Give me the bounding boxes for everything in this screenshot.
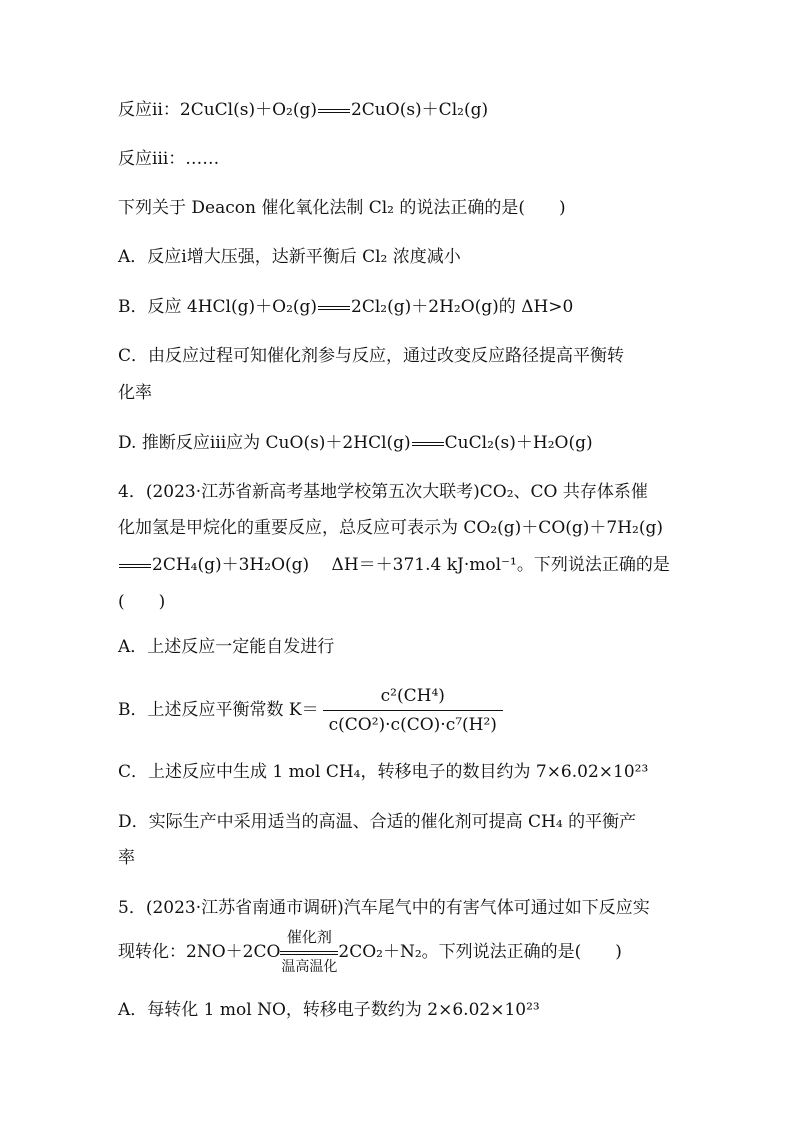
fraction-denominator: c(CO²)·c(CO)·c⁷(H²) <box>328 715 497 735</box>
question-4-stem-line3 <box>118 553 670 577</box>
equilibrium-arrow <box>318 303 350 313</box>
equilibrium-arrow <box>119 561 151 571</box>
question-4-stem-line1: 4．(2023·江苏省新高考基地学校第五次大联考)CO₂、CO 共存体系催 <box>118 482 648 502</box>
equilibrium-constant-fraction <box>323 684 503 737</box>
question-4-stem-line2: 化加氢是甲烷化的重要反应，总反应可表示为 CO₂(g)＋CO(g)＋7H₂(g) <box>118 518 664 538</box>
option-a-3: A．反应ⅰ增大压强，达新平衡后 Cl₂ 浓度减小 <box>118 247 461 267</box>
question-3-stem: 下列关于 Deacon 催化氧化法制 Cl₂ 的说法正确的是( ) <box>118 198 566 218</box>
condition-label: 温高温化 <box>281 958 338 975</box>
reaction-iii-line: 反应ⅲ：…… <box>118 149 220 169</box>
option-d-3-left: D. 推断反应ⅲ应为 CuO(s)＋2HCl(g) <box>118 433 411 453</box>
option-b-4-label: B．上述反应平衡常数 K＝ <box>118 700 319 720</box>
option-a-5: A．每转化 1 mol NO，转移电子数约为 2×6.02×10²³ <box>118 1000 540 1020</box>
question-4-bracket: ( ) <box>118 592 166 612</box>
catalyst-arrow <box>280 927 338 975</box>
reaction-ii-line <box>118 98 488 122</box>
reaction-ii-left: 反应ⅱ：2CuCl(s)＋O₂(g) <box>118 100 317 120</box>
question-4-products: 2CH₄(g)＋3H₂O(g) ΔH＝＋371.4 kJ·mol⁻¹。下列说法正确的是 <box>152 555 670 575</box>
question-5-stem-line1: 5．(2023·江苏省南通市调研)汽车尾气中的有害气体可通过如下反应实 <box>118 898 650 918</box>
option-d-4-line2: 率 <box>118 848 135 868</box>
option-c-4: C．上述反应中生成 1 mol CH₄，转移电子的数目约为 7×6.02×10²³ <box>118 762 649 782</box>
option-b-4 <box>118 684 503 737</box>
catalyst-label: 催化剂 <box>286 927 332 946</box>
option-b-3 <box>118 295 573 319</box>
option-d-3 <box>118 431 593 455</box>
question-5-reactants: 现转化：2NO＋2CO <box>118 942 281 962</box>
option-d-3-right: CuCl₂(s)＋H₂O(g) <box>444 433 593 453</box>
question-5-stem-line2 <box>118 927 622 975</box>
question-5-products: 2CO₂＋N₂。下列说法正确的是( ) <box>338 942 622 962</box>
option-d-4-line1: D．实际生产中采用适当的高温、合适的催化剂可提高 CH₄ 的平衡产 <box>118 812 637 832</box>
option-c-3-line1: C．由反应过程可知催化剂参与反应，通过改变反应路径提高平衡转 <box>118 346 625 366</box>
option-a-4: A．上述反应一定能自发进行 <box>118 637 335 657</box>
option-b-3-left: B．反应 4HCl(g)＋O₂(g) <box>118 297 318 317</box>
option-c-3-line2: 化率 <box>118 383 152 403</box>
option-b-3-right: 2Cl₂(g)＋2H₂O(g)的 ΔH>0 <box>351 297 574 317</box>
equilibrium-arrow <box>318 106 350 116</box>
reaction-ii-right: 2CuO(s)＋Cl₂(g) <box>350 100 489 120</box>
fraction-numerator: c²(CH⁴) <box>323 684 503 711</box>
equilibrium-arrow <box>412 439 444 449</box>
